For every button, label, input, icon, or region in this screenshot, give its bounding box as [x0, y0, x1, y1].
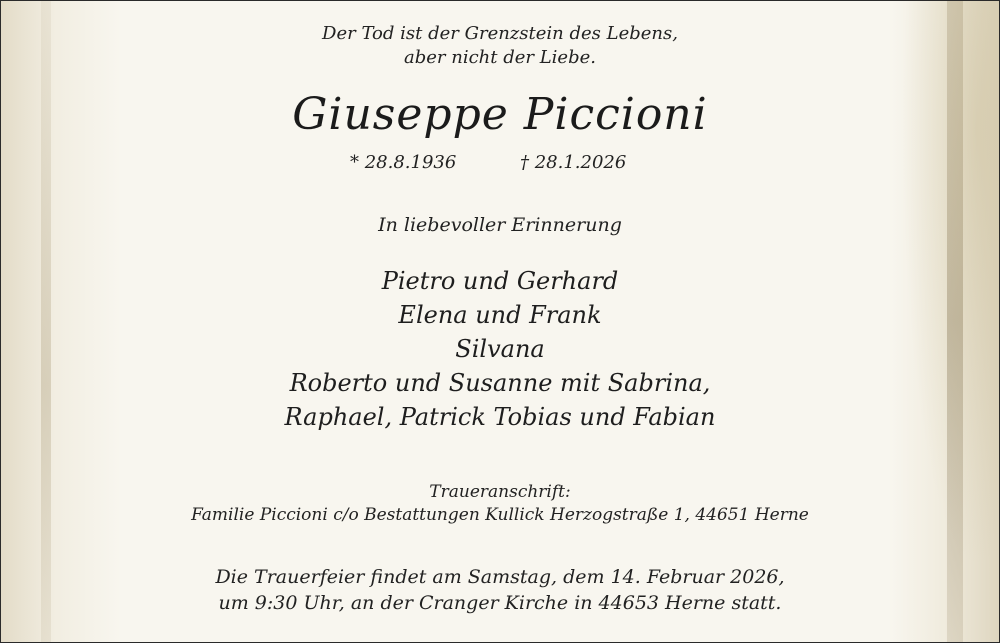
obituary-content: [1, 1, 999, 642]
quote-line-1: Der Tod ist der Grenzstein des Lebens,: [322, 23, 678, 44]
memory-text: In liebevoller Erinnerung: [378, 214, 622, 236]
family-member-line: Roberto und Susanne mit Sabrina,: [289, 369, 711, 397]
family-member-line: Silvana: [455, 335, 545, 363]
ceremony-line-2: um 9:30 Uhr, an der Cranger Kirche in 44653 Herne statt.: [218, 592, 782, 614]
birth-date: * 28.8.1936: [350, 152, 457, 173]
family-member-line: Pietro und Gerhard: [381, 267, 619, 295]
death-date: † 28.1.2026: [520, 152, 627, 173]
ceremony-line-1: Die Trauerfeier findet am Samstag, dem 14. Februar 2026,: [215, 566, 785, 588]
address-text: Familie Piccioni c/o Bestattungen Kullick Herzogstraße 1, 44651 Herne: [191, 505, 809, 525]
life-dates: [1, 151, 999, 175]
deceased-name: Giuseppe Piccioni: [292, 89, 708, 140]
family-member-line: Raphael, Patrick Tobias und Fabian: [284, 403, 716, 431]
address-label: Traueranschrift:: [429, 482, 571, 502]
family-member-line: Elena und Frank: [398, 301, 602, 329]
quote-line-2: aber nicht der Liebe.: [404, 47, 596, 68]
